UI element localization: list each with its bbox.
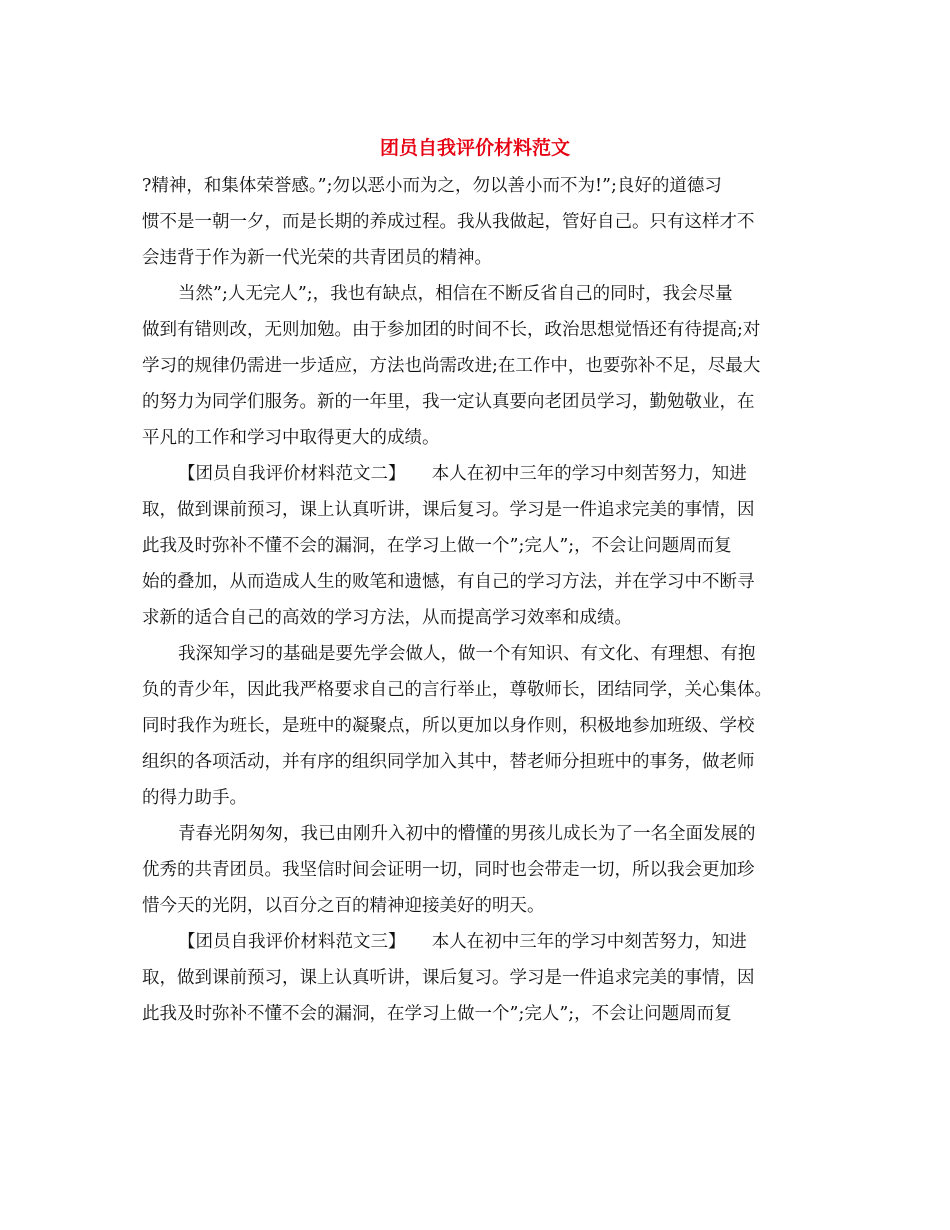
- text-line: 【团员自我评价材料范文二】 本人在初中三年的学习中刻苦努力，知进: [178, 464, 747, 484]
- text-line: 此我及时弥补不懂不会的漏洞，在学习上做一个”;完人”;，不会让问题周而复: [142, 1004, 732, 1024]
- text-line: 青春光阴匆匆，我已由刚升入初中的懵懂的男孩儿成长为了一名全面发展的: [178, 824, 756, 844]
- text-line: 同时我作为班长，是班中的凝聚点，所以更加以身作则，积极地参加班级、学校: [142, 716, 755, 736]
- text-line: 优秀的共青团员。我坚信时间会证明一切，同时也会带走一切，所以我会更加珍: [142, 860, 755, 880]
- text-line: 做到有错则改，无则加勉。由于参加团的时间不长，政治思想觉悟还有待提高;对: [142, 320, 761, 340]
- text-line: 惯不是一朝一夕，而是长期的养成过程。我从我做起，管好自己。只有这样才不: [142, 212, 755, 232]
- text-line: 【团员自我评价材料范文三】 本人在初中三年的学习中刻苦努力，知进: [178, 932, 747, 952]
- text-line: 此我及时弥补不懂不会的漏洞，在学习上做一个”;完人”;，不会让问题周而复: [142, 536, 732, 556]
- text-line: 取，做到课前预习，课上认真听讲，课后复习。学习是一件追求完美的事情，因: [142, 500, 755, 520]
- text-line: 当然”;人无完人”;，我也有缺点，相信在不断反省自己的同时，我会尽量: [178, 284, 733, 304]
- text-line: 会违背于作为新一代光荣的共青团员的精神。: [142, 248, 492, 268]
- text-line: 组织的各项活动，并有序的组织同学加入其中，替老师分担班中的事务，做老师: [142, 752, 755, 772]
- text-line: 求新的适合自己的高效的学习方法，从而提高学习效率和成绩。: [142, 608, 632, 628]
- text-line: ?精神，和集体荣誉感。”;勿以恶小而为之，勿以善小而不为!”;良好的道德习: [142, 176, 722, 196]
- text-line: 我深知学习的基础是要先学会做人，做一个有知识、有文化、有理想、有抱: [178, 644, 756, 664]
- text-line: 的得力助手。: [142, 788, 247, 808]
- text-line: 取，做到课前预习，课上认真听讲，课后复习。学习是一件追求完美的事情，因: [142, 968, 755, 988]
- document-body: [142, 168, 808, 1032]
- text-line: 负的青少年，因此我严格要求自己的言行举止，尊敬师长，团结同学，关心集体。: [142, 680, 772, 700]
- text-line: 的努力为同学们服务。新的一年里，我一定认真要向老团员学习，勤勉敬业，在: [142, 392, 755, 412]
- text-line: 惜今天的光阴，以百分之百的精神迎接美好的明天。: [142, 896, 545, 916]
- document-title: 团员自我评价材料范文: [379, 137, 570, 159]
- text-line: 学习的规律仍需进一步适应，方法也尚需改进;在工作中，也要弥补不足，尽最大: [142, 356, 761, 376]
- text-line: 平凡的工作和学习中取得更大的成绩。: [142, 428, 440, 448]
- text-line: 始的叠加，从而造成人生的败笔和遗憾，有自己的学习方法，并在学习中不断寻: [142, 572, 755, 592]
